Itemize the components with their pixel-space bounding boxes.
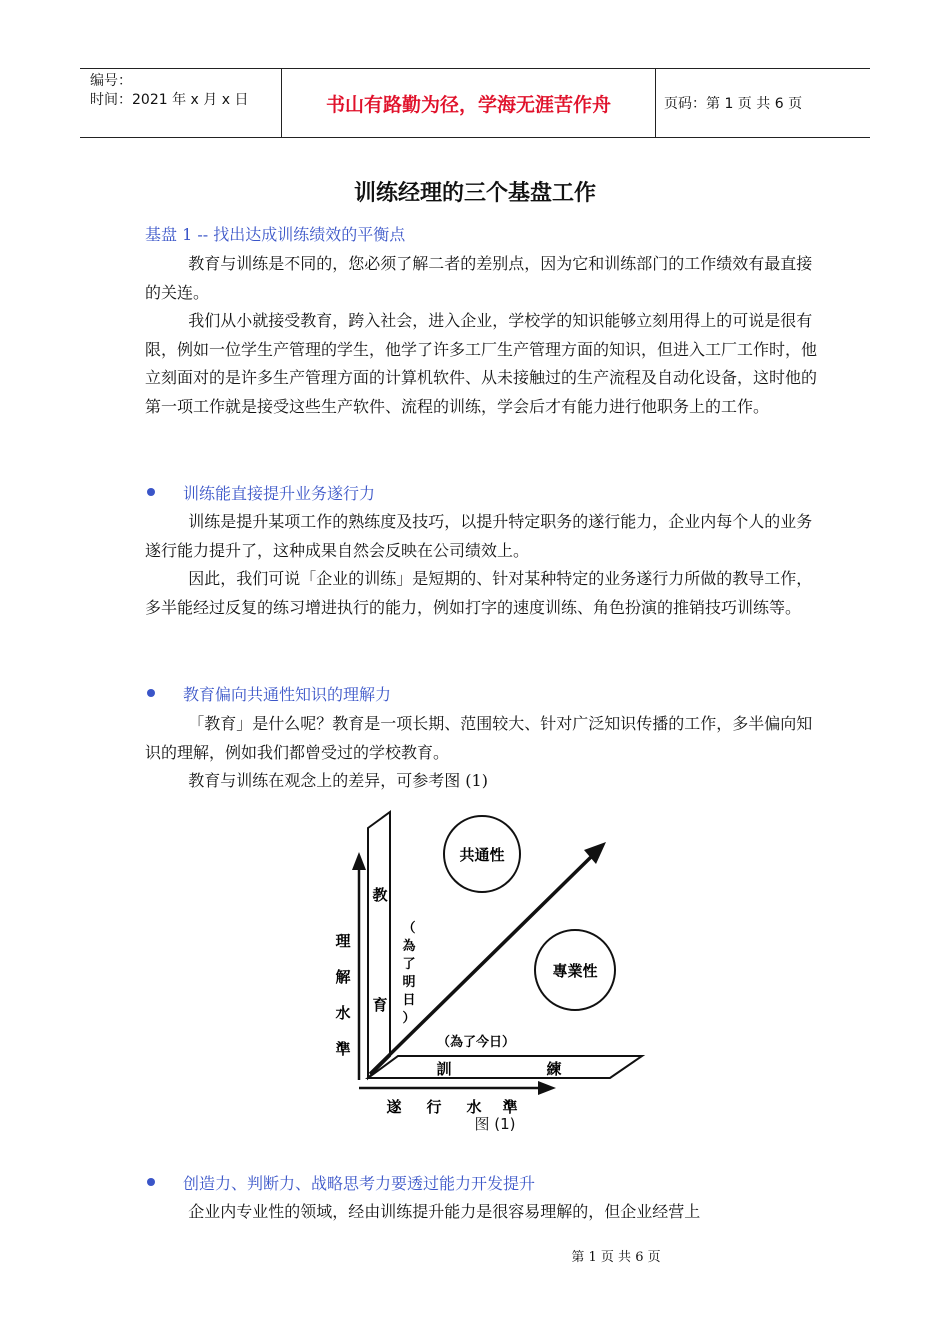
paragraph-4: 因此，我们可说「企业的训练」是短期的、针对某种特定的业务遂行力所做的教导工作，多半能经过反复的练习增进执行的能力，例如打字的速度训练、角色扮演的推销技巧训练等。: [145, 569, 813, 617]
education-bar-label: 教: [372, 886, 388, 904]
paragraph-2: 我们从小就接受教育，跨入社会，进入企业，学校学的知识能够立刻用得上的可说是很有限，例如一位学生产管理的学生，他学了许多工厂生产管理方面的知识，但进入工厂工作时，他立刻面对的是许多生产管理方面的计算机软件、从未接触过的生产流程及自动化设备，这时他的第一项工作就是接受这些生产软件、流程的训练，学会后才有能力进行他职务上的工作。: [145, 311, 818, 416]
bullet-heading-2: 教育偏向共通性知识的理解力: [183, 685, 392, 704]
bullet-dot: [147, 488, 155, 496]
paragraph-6: 教育与训练在观念上的差异，可参考图 (1): [188, 771, 488, 790]
x-axis-label-char: 行: [426, 1098, 442, 1116]
education-training-diagram: [310, 810, 650, 1120]
y-axis-label-char: 水: [335, 1004, 351, 1022]
bullet-dot: [147, 1178, 155, 1186]
education-bar: [368, 812, 390, 1078]
training-bar-label: 練: [546, 1060, 562, 1078]
paragraph-5: 「教育」是什么呢？教育是一项长期、范围较大、针对广泛知识传播的工作，多半偏向知识的理解，例如我们都曾受过的学校教育。: [145, 714, 813, 762]
x-axis-label-char: 準: [502, 1098, 518, 1116]
circle-common-label: 共通性: [459, 846, 505, 864]
education-note-char: 為: [402, 939, 416, 954]
education-note-char: 明: [402, 975, 416, 990]
y-axis-arrowhead: [352, 852, 366, 870]
y-axis-label-char: 準: [335, 1040, 351, 1058]
code-label: 编号：: [90, 73, 132, 89]
education-bar-label: 育: [372, 996, 388, 1014]
training-note: （為了今日）: [436, 1035, 516, 1050]
header-left-cell: [80, 69, 282, 137]
x-axis-arrowhead: [538, 1081, 556, 1095]
education-note-char: ）: [402, 1011, 416, 1026]
circle-special-label: 專業性: [552, 962, 598, 980]
page-info: 页码：第 1 页 共 6 页: [664, 96, 803, 112]
training-bar: [368, 1056, 642, 1078]
paragraph-1: 教育与训练是不同的，您必须了解二者的差别点，因为它和训练部门的工作绩效有最直接的关连。: [145, 254, 813, 302]
paragraph-7: 企业内专业性的领域，经由训练提升能力是很容易理解的，但企业经营上: [188, 1202, 701, 1221]
section-heading: 基盘 1 -- 找出达成训练绩效的平衡点: [145, 225, 406, 244]
bullet-heading-3: 创造力、判断力、战略思考力要透过能力开发提升: [183, 1174, 536, 1193]
education-note-char: （: [402, 921, 416, 936]
education-note-char: 日: [402, 993, 416, 1008]
y-axis-label-char: 解: [335, 968, 351, 986]
education-note-char: 了: [402, 957, 416, 972]
page-footer: 第 1 页 共 6 页: [571, 1250, 661, 1265]
bullet-heading-1: 训练能直接提升业务遂行力: [183, 484, 376, 503]
y-axis-label-char: 理: [335, 932, 351, 950]
motto: 书山有路勤为径，学海无涯苦作舟: [282, 69, 656, 137]
x-axis-label-char: 水: [466, 1098, 482, 1116]
figure-caption: 图 (1): [474, 1115, 516, 1133]
x-axis-label-char: 遂: [386, 1098, 402, 1116]
header-table: [80, 68, 870, 138]
date-label: 时间：2021 年 x 月 x 日: [90, 92, 249, 108]
paragraph-3: 训练是提升某项工作的熟练度及技巧，以提升特定职务的遂行能力，企业内每个人的业务遂行能力提升了，这种成果自然会反映在公司绩效上。: [145, 512, 813, 560]
bullet-dot: [147, 689, 155, 697]
training-bar-label: 訓: [436, 1060, 452, 1078]
page-title: 训练经理的三个基盘工作: [353, 181, 596, 206]
